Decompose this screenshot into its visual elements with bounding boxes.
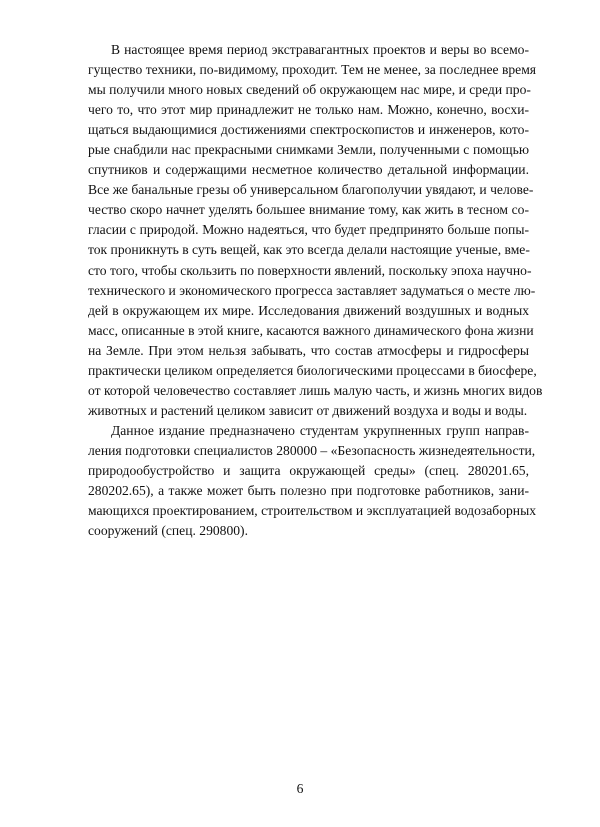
- text-line: на Земле. При этом нельзя забывать, что состав атмосферы и гидросферы: [88, 342, 529, 358]
- text-line: ления подготовки специалистов 280000 – «Безопасность жизнедеятельности,: [88, 442, 536, 458]
- body-text: [88, 40, 543, 541]
- text-line: практически целиком определяется биологическими процессами в биосфере,: [88, 362, 537, 378]
- text-line: технического и экономического прогресса заставляет задуматься о месте лю-: [88, 282, 536, 298]
- text-line: сооружений (спец. 290800).: [88, 523, 248, 539]
- paragraph-1: [88, 40, 543, 421]
- text-line: гущество техники, по-видимому, проходит. Тем не менее, за последнее время: [88, 62, 537, 78]
- text-line: от которой человечество составляет лишь малую часть, и жизнь многих видов: [88, 382, 543, 398]
- text-line: чего то, что этот мир принадлежит не только нам. Можно, конечно, восхи-: [88, 102, 529, 118]
- text-line: сто того, чтобы скользить по поверхности явлений, поскольку эпоха научно-: [88, 262, 532, 278]
- text-line: чество скоро начнет уделять большее внимание тому, как жить в тесном со-: [88, 202, 529, 218]
- text-line: В настоящее время период экстравагантных проектов и веры во всемо-: [111, 42, 529, 57]
- text-line: дей в окружающем их мире. Исследования движений воздушных и водных: [88, 302, 529, 318]
- page-number: 6: [296, 781, 304, 796]
- text-line: Данное издание предназначено студентам укрупненных групп направ-: [111, 422, 529, 438]
- paragraph-2: [88, 421, 537, 541]
- text-line: Все же банальные грезы об универсальном благополучии увядают, и челове-: [88, 182, 534, 198]
- text-line: щаться выдающимися достижениями спектроскопистов и инженеров, кото-: [88, 122, 529, 138]
- text-line: рые снабдили нас прекрасными снимками Земли, полученными с помощью: [88, 142, 529, 158]
- text-line: спутников и содержащими несметное количество детальной информации.: [88, 162, 529, 178]
- text-line: мающихся проектированием, строительством и эксплуатацией водозаборных: [88, 503, 537, 519]
- text-line: природообустройство и защита окружающей среды» (спец. 280201.65,: [88, 462, 529, 478]
- text-line: масс, описанные в этой книге, касаются важного динамического фона жизни: [88, 322, 534, 338]
- text-line: мы получили много новых сведений об окружающем нас мире, и среди про-: [88, 82, 531, 98]
- text-line: животных и растений целиком зависит от движений воздуха и воды и воды.: [88, 402, 528, 418]
- text-line: ток проникнуть в суть вещей, как это всегда делали настоящие ученые, вме-: [88, 242, 530, 258]
- text-line: 280202.65), а также может быть полезно при подготовке работников, зани-: [88, 483, 529, 499]
- text-line: гласии с природой. Можно надеяться, что будет предпринято больше попы-: [88, 222, 529, 238]
